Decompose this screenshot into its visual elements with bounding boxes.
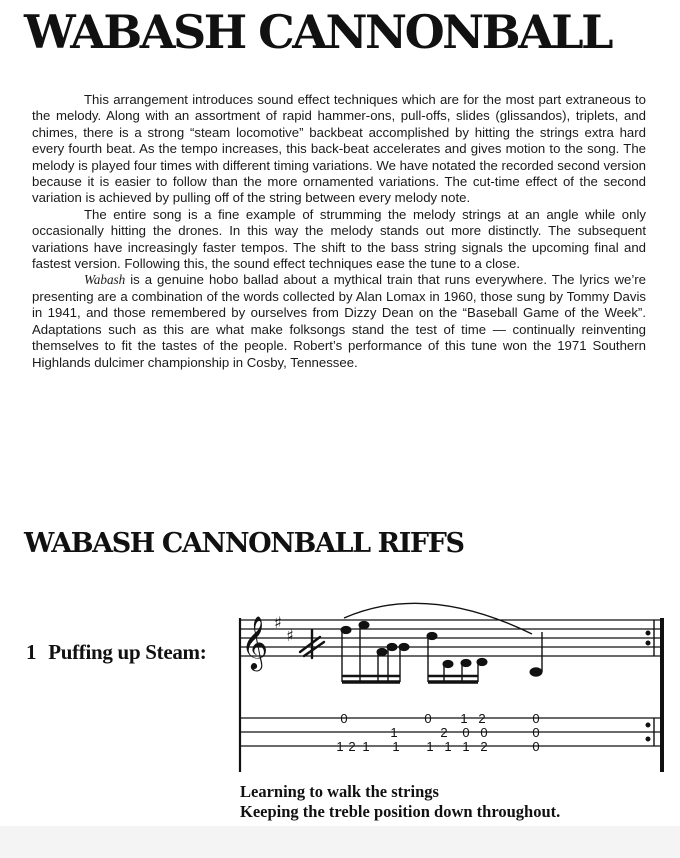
tab-number: 2 (480, 739, 488, 754)
intro-text (32, 92, 646, 371)
section-title: WABASH CANNONBALL RIFFS (24, 528, 464, 559)
tab-number: 0 (480, 725, 488, 740)
tab-number: 0 (532, 711, 540, 726)
riff-number: 1 (26, 640, 37, 664)
riff-name: Puffing up Steam: (48, 640, 207, 664)
intro-paragraph-3 (32, 272, 646, 370)
tab-number: 1 (362, 739, 370, 754)
paragraph-3-body: is a genuine hobo ballad about a mythical train that runs everywhere. The lyrics we’re presenting are a combination of the words collected by Alan Lomax in 1960, those sung by Tommy Davis in 1941, and those remembered by ourselves from Dizzy Dean on the “Baseball Game of the Week”. Adaptations such as this are what make folksongs stand the test of time — continually reinventing themselves to fit the tastes of the people. Robert’s performance of this tune won the 1971 Southern Highlands dulcimer championship in Cosby, Tennessee. (32, 272, 646, 370)
tab-number: 1 (462, 739, 470, 754)
svg-text:𝄞: 𝄞 (241, 615, 269, 669)
tab-number: 1 (336, 739, 344, 754)
note-group-1 (341, 621, 409, 682)
tab-number: 0 (340, 711, 348, 726)
riff-label (26, 640, 218, 665)
tab-number: 1 (460, 711, 468, 726)
tab-number: 0 (532, 739, 540, 754)
tab-number: 2 (440, 725, 448, 740)
tab-number: 1 (426, 739, 434, 754)
tab-number: 1 (392, 739, 400, 754)
opening-chord (300, 630, 324, 658)
svg-text:♯: ♯ (274, 613, 282, 632)
song-title-italic: Wabash (84, 272, 126, 288)
tab-number: 0 (532, 725, 540, 740)
tab-number: 1 (390, 725, 398, 740)
svg-text:♯: ♯ (286, 626, 294, 645)
tab-number: 0 (462, 725, 470, 740)
note-group-2 (427, 632, 487, 682)
tab-number: 1 (444, 739, 452, 754)
treble-clef (241, 615, 268, 671)
tab-number: 2 (478, 711, 486, 726)
riff-caption (240, 782, 560, 822)
tab-number: 2 (348, 739, 356, 754)
page-bottom-band (0, 826, 680, 858)
riff-score (236, 596, 672, 776)
page-title: WABASH CANNONBALL (24, 5, 611, 59)
intro-paragraph-1: This arrangement introduces sound effect techniques which are for the most part extraneous to the melody. Along with an assortment of rapid hammer-ons, pull-offs, slides (glissandos), triplets, and chimes, there is a strong “steam locomotive” backbeat accomplished by hitting the strings extra hard every fourth beat. As the tempo increases, this back-beat accelerates and gives motion to the song. The melody is played four times with different timing variations. We have notated the recorded second version because it is easier to follow than the more ornamented variations. The cut-time effect of the second variation is achieved by pulling off of the string between every melody note. (32, 92, 646, 206)
tab-number: 0 (424, 711, 432, 726)
caption-line-2: Keeping the treble position down throughout. (240, 802, 561, 821)
caption-line-1: Learning to walk the strings (240, 782, 439, 801)
end-barline (646, 618, 662, 772)
intro-paragraph-2: The entire song is a fine example of strumming the melody strings at an angle while only occasionally hitting the drones. In this way the melody stands out more distinctly. The subsequent variations have increasingly faster tempos. The shift to the bass string signals the upcoming final and fastest version. Following this, the sound effect techniques ease the tune to a close. (32, 206, 646, 272)
